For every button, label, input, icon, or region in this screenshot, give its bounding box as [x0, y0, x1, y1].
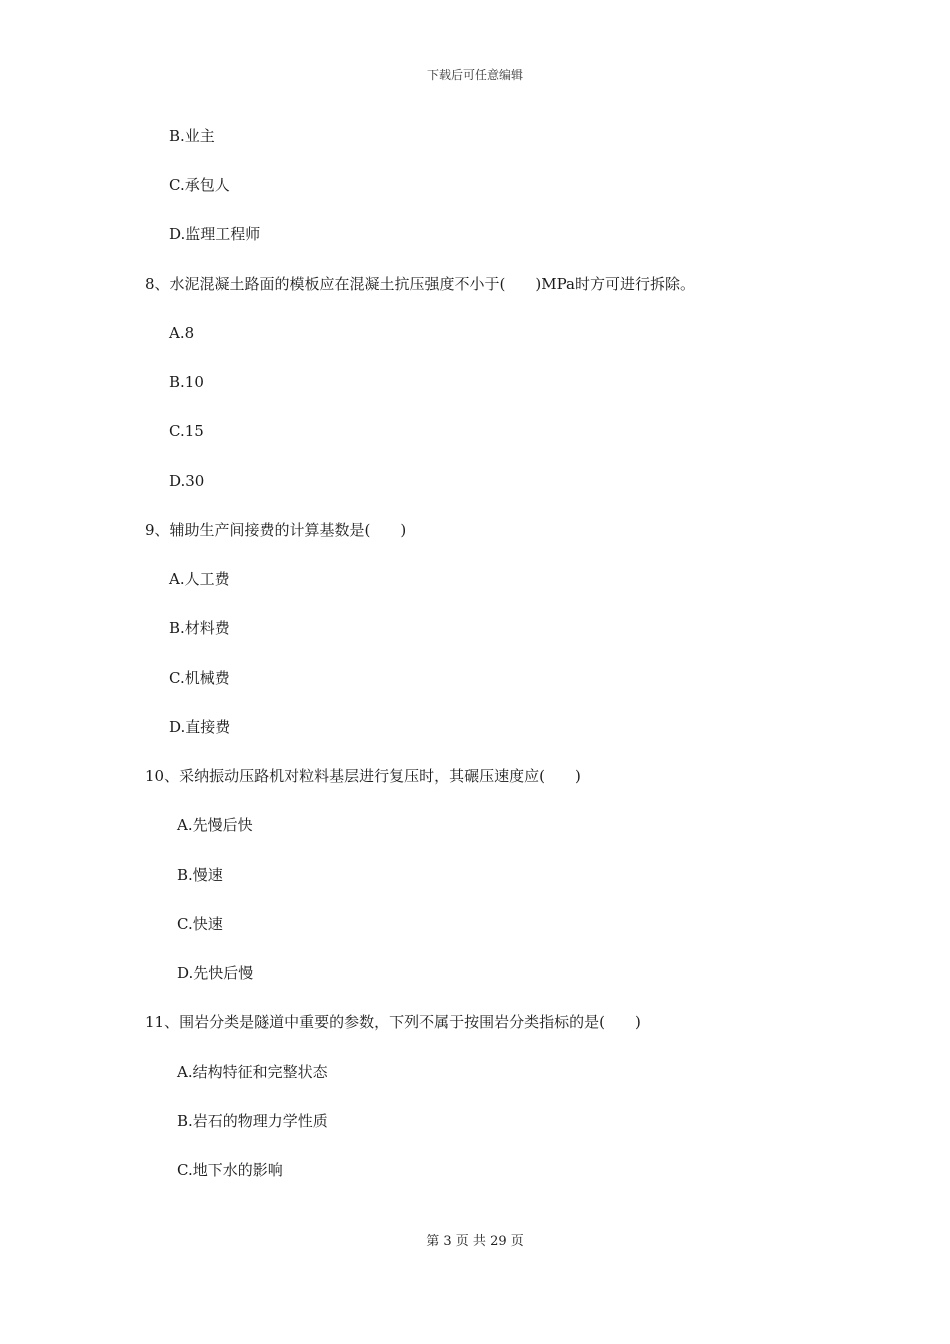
question-11-option-b: B.岩石的物理力学性质 [177, 1112, 328, 1130]
question-10-stem: 10、采纳振动压路机对粒料基层进行复压时，其碾压速度应( ) [145, 767, 581, 785]
question-9-stem: 9、辅助生产间接费的计算基数是( ) [145, 521, 407, 539]
question-10-option-a: A.先慢后快 [177, 816, 253, 834]
question-9-option-c: C.机械费 [169, 669, 230, 687]
page-footer [0, 1230, 950, 1249]
question-11-stem: 11、围岩分类是隧道中重要的参数，下列不属于按围岩分类指标的是( ) [145, 1013, 641, 1031]
question-8-option-b: B.10 [169, 373, 204, 391]
page-suffix: 页 [510, 1234, 524, 1249]
current-page-number: 3 [443, 1234, 452, 1249]
question-11-option-a: A.结构特征和完整状态 [177, 1063, 328, 1081]
question-11-option-c: C.地下水的影响 [177, 1161, 283, 1179]
question-10-option-d: D.先快后慢 [177, 964, 254, 982]
question-10-option-b: B.慢速 [177, 866, 223, 884]
option-d: D.监理工程师 [169, 225, 261, 243]
option-b: B.业主 [169, 127, 215, 145]
page-mid: 页 共 [455, 1234, 486, 1249]
question-8-option-d: D.30 [169, 472, 205, 490]
question-9-option-d: D.直接费 [169, 718, 231, 736]
question-9-option-a: A.人工费 [169, 570, 230, 588]
question-8-stem: 8、水泥混凝土路面的模板应在混凝土抗压强度不小于( )MPa时方可进行拆除。 [145, 275, 695, 293]
question-9-option-b: B.材料费 [169, 619, 230, 637]
question-8-option-a: A.8 [169, 324, 195, 342]
question-8-option-c: C.15 [169, 422, 204, 440]
option-c: C.承包人 [169, 176, 230, 194]
page-header: 下载后可任意编辑 [426, 68, 523, 82]
total-pages-number: 29 [490, 1234, 507, 1249]
page-prefix: 第 [426, 1234, 440, 1249]
question-10-option-c: C.快速 [177, 915, 223, 933]
